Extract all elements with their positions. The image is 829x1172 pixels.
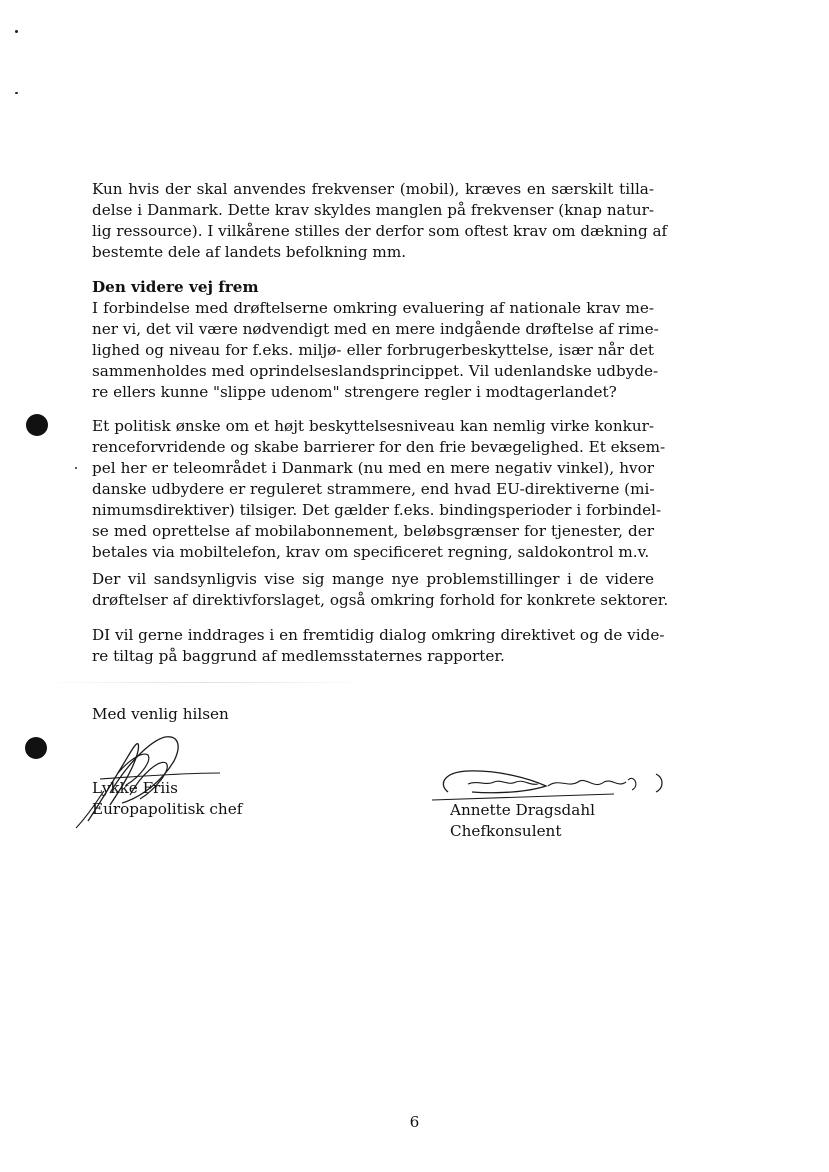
page-number: 6 <box>409 1113 420 1131</box>
text-line: bestemte dele af landets befolkning mm. <box>92 243 407 261</box>
text-line: I forbindelse med drøftelserne omkring evaluering af nationale krav me- <box>92 299 654 317</box>
paragraph-frequencies <box>92 179 668 263</box>
text-line: ner vi, det vil være nødvendigt med en mere indgående drøftelse af rime- <box>92 320 659 338</box>
text-line: lighed og niveau for f.eks. miljø- eller forbrugerbeskyttelse, især når det <box>92 341 654 359</box>
text-line: lig ressource). I vilkårene stilles der derfor som oftest krav om dækning af <box>92 222 668 240</box>
text-line: betales via mobiltelefon, krav om specificeret regning, saldokontrol m.v. <box>92 543 650 561</box>
text-line: danske udbydere er reguleret strammere, end hvad EU-direktiverne (mi- <box>92 480 655 498</box>
paragraph-new-issues <box>92 569 669 611</box>
signatory-right <box>450 800 595 842</box>
signatory-right-name: Annette Dragsdahl <box>450 801 595 819</box>
section-heading: Den videre vej frem <box>92 278 259 296</box>
text-line: Kun hvis der skal anvendes frekvenser (mobil), kræves en særskilt tilla- <box>92 180 654 198</box>
punch-hole <box>25 737 47 759</box>
text-line: DI vil gerne inddrages i en fremtidig dialog omkring direktivet og de vide- <box>92 626 665 644</box>
text-line: nimumsdirektiver) tilsiger. Det gælder f.eks. bindingsperioder i forbindel- <box>92 501 662 519</box>
scan-artifact-line <box>40 682 370 683</box>
scan-speck <box>75 467 77 469</box>
text-line: renceforvridende og skabe barrierer for den frie bevægelighed. Et eksem- <box>92 438 666 456</box>
signatory-left <box>92 778 242 820</box>
text-line: delse i Danmark. Dette krav skyldes manglen på frekvenser (knap natur- <box>92 201 654 219</box>
scan-speck <box>15 92 18 94</box>
text-line: Et politisk ønske om et højt beskyttelsesniveau kan nemlig virke konkur- <box>92 417 654 435</box>
paragraph-protection-level <box>92 416 666 563</box>
closing-greeting: Med venlig hilsen <box>92 705 229 723</box>
text-line: se med oprettelse af mobilabonnement, beløbsgrænser for tjenester, der <box>92 522 654 540</box>
text-line: sammenholdes med oprindelseslandsprincippet. Vil udenlandske udbyde- <box>92 362 659 380</box>
text-line: Der vil sandsynligvis vise sig mange nye problemstillinger i de videre <box>92 570 654 588</box>
paragraph-dialogue <box>92 625 665 667</box>
signatory-left-title: Europapolitisk chef <box>92 800 243 818</box>
signatory-left-name: Lykke Friis <box>92 779 178 797</box>
signatory-right-title: Chefkonsulent <box>450 822 562 840</box>
text-line: re ellers kunne "slippe udenom" strengere regler i modtagerlandet? <box>92 383 617 401</box>
punch-hole <box>26 414 48 436</box>
scan-speck <box>15 30 18 33</box>
paragraph-way-forward <box>92 298 659 403</box>
text-line: drøftelser af direktivforslaget, også omkring forhold for konkrete sektorer. <box>92 591 669 609</box>
text-line: pel her er teleområdet i Danmark (nu med en mere negativ vinkel), hvor <box>92 459 654 477</box>
text-line: re tiltag på baggrund af medlemsstaternes rapporter. <box>92 647 505 665</box>
